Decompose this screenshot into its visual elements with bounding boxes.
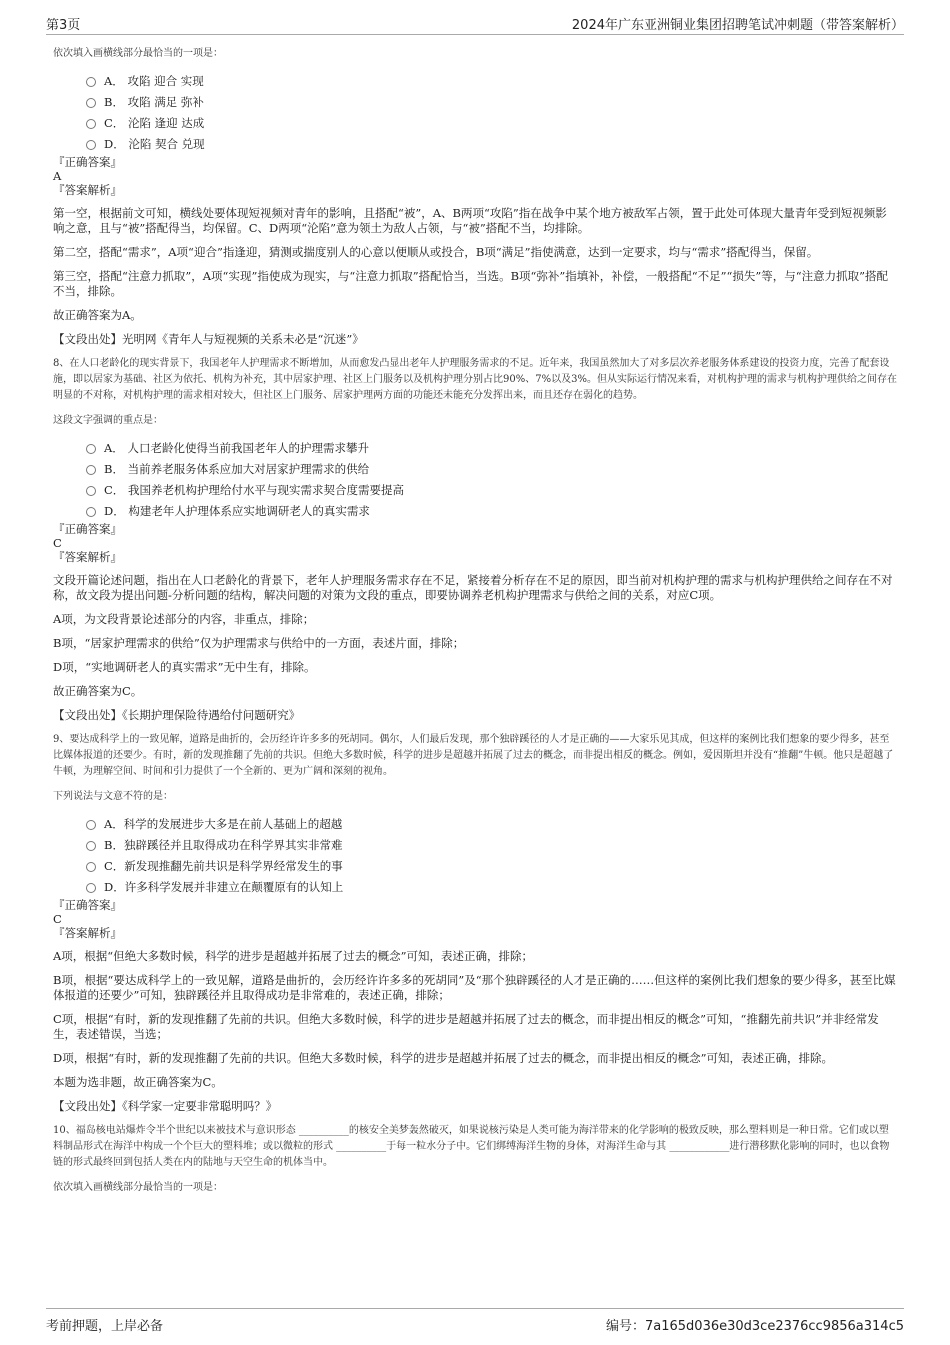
q9-analysis-3: C项，根据“有时，新的发现推翻了先前的共识。但绝大多数时候，科学的进步是超越并拓展了过去的概念，而非提出相反的概念”可知，“推翻先前共识”并非经常发生，表述错误，当选； (53, 1012, 879, 1041)
radio-icon[interactable] (86, 841, 96, 851)
analysis-label: 『答案解析』 (53, 550, 122, 564)
q7-option-b[interactable]: B． 攻陷 满足 弥补 (86, 92, 898, 113)
q8-option-c[interactable]: C． 我国养老机构护理给付水平与现实需求契合度需要提高 (86, 480, 898, 501)
radio-icon[interactable] (86, 119, 96, 129)
correct-answer-label: 『正确答案』 (53, 155, 122, 169)
q8-analysis-4: D项，“实地调研老人的真实需求”无中生有，排除。 (53, 660, 316, 674)
q9-answer: C (53, 912, 62, 926)
q8-analysis-5: 故正确答案为C。 (53, 684, 143, 698)
q9-option-a[interactable]: A．科学的发展进步大多是在前人基础上的超越 (86, 814, 898, 835)
q9-option-b[interactable]: B．独辟蹊径并且取得成功在科学界其实非常难 (86, 835, 898, 856)
q9-analysis-1: A项，根据“但绝大多数时候，科学的进步是超越并拓展了过去的概念”可知，表述正确，排除； (53, 949, 534, 963)
q7-option-a[interactable]: A． 攻陷 迎合 实现 (86, 71, 898, 92)
q8-answer: C (53, 536, 62, 550)
q9-passage: 9、要达成科学上的一致见解，道路是曲折的，会历经许许多多的死胡同。偶尔，人们最后发现，那个独辟蹊径的人才是正确的——大家乐见其成，但这样的案例比我们想象的要少得多，甚至比媒体报道的还要少。有时，新的发现推翻了先前的共识。但绝大多数时候，科学的进步是超越并拓展了过去的概念，而非提出相反的概念。例如，爱因斯坦并没有“推翻”牛顿。他只是超越了牛顿，为理解空间、时间和引力提供了一个全新的、更为广阔和深刻的视角。 (53, 734, 894, 777)
q7-options (53, 71, 898, 155)
q7-analysis-3: 第三空，搭配“注意力抓取”，A项“实现”指使成为现实，与“注意力抓取”搭配恰当，当选。B项“弥补”指填补，补偿，一般搭配“不足”“损失”等，与“注意力抓取”搭配不当，排除。 (53, 269, 889, 298)
q8-analysis-1: 文段开篇论述问题，指出在人口老龄化的背景下，老年人护理服务需求存在不足，紧接着分析存在不足的原因，即当前对机构护理的需求与机构护理供给之间存在不对称，故文段为提出问题-分析问题的结构，解决问题的对策为文段的重点，即要协调养老机构护理需求与供给之间的关系，对应C项。 (53, 573, 893, 602)
q7-analysis-1: 第一空，根据前文可知，横线处要体现短视频对青年的影响，且搭配“被”，A、B两项“攻陷”指在战争中某个地方被敌军占领，置于此处可体现大量青年受到短视频影响之意，且与“被”搭配得当，均保留。C、D两项“沦陷”意为领土为敌人占领，与“被”搭配不当，均排除。 (53, 206, 887, 235)
page-number: 第3页 (46, 18, 81, 33)
q9-analysis-5: 本题为选非题，故正确答案为C。 (53, 1075, 223, 1089)
q8-option-d[interactable]: D． 构建老年人护理体系应实地调研老人的真实需求 (86, 501, 898, 522)
radio-icon[interactable] (86, 77, 96, 87)
q8-option-b[interactable]: B． 当前养老服务体系应加大对居家护理需求的供给 (86, 459, 898, 480)
correct-answer-label: 『正确答案』 (53, 898, 122, 912)
radio-icon[interactable] (86, 444, 96, 454)
q8-analysis-2: A项，为文段背景论述部分的内容，非重点，排除； (53, 612, 315, 626)
q7-analysis-4: 故正确答案为A。 (53, 308, 142, 322)
q7-option-c[interactable]: C． 沦陷 逢迎 达成 (86, 113, 898, 134)
document-title: 2024年广东亚洲铜业集团招聘笔试冲刺题（带答案解析） (571, 18, 904, 33)
analysis-label: 『答案解析』 (53, 926, 122, 940)
radio-icon[interactable] (86, 862, 96, 872)
footer-slogan: 考前押题，上岸必备 (46, 1319, 164, 1334)
q8-analysis-3: B项，“居家护理需求的供给”仅为护理需求与供给中的一方面，表述片面，排除； (53, 636, 465, 650)
radio-icon[interactable] (86, 486, 96, 496)
q8-prompt: 这段文字强调的重点是： (53, 415, 163, 426)
q8-passage: 8、在人口老龄化的现实背景下，我国老年人护理需求不断增加，从而愈发凸显出老年人护理服务需求的不足。近年来，我国虽然加大了对多层次养老服务体系建设的投资力度，完善了配套设施，即以居家为基础、社区为依托、机构为补充，其中居家护理、社区上门服务以及机构护理分别占比90%、7%以及3%。但从实际运行情况来看，对机构护理的需求与机构护理供给之间存在明显的不对称，对机构护理的需求相对较大，但社区上门服务、居家护理两方面的功能还未能充分发挥出来，而且还存在弱化的趋势。 (53, 358, 897, 401)
q8-source: 【文段出处】《长期护理保险待遇给付问题研究》 (53, 708, 301, 722)
q9-analysis-4: D项，根据“有时，新的发现推翻了先前的共识。但绝大多数时候，科学的进步是超越并拓展了过去的概念，而非提出相反的概念”可知，表述正确，排除。 (53, 1051, 833, 1065)
radio-icon[interactable] (86, 465, 96, 475)
analysis-label: 『答案解析』 (53, 183, 122, 197)
radio-icon[interactable] (86, 507, 96, 517)
radio-icon[interactable] (86, 98, 96, 108)
page-header (46, 12, 904, 35)
q7-option-d[interactable]: D． 沦陷 契合 兑现 (86, 134, 898, 155)
radio-icon[interactable] (86, 883, 96, 893)
q7-answer: A (53, 169, 62, 183)
q9-source: 【文段出处】《科学家一定要非常聪明吗？》 (53, 1099, 278, 1113)
document-body (53, 46, 898, 1196)
q9-option-c[interactable]: C．新发现推翻先前共识是科学界经常发生的事 (86, 856, 898, 877)
q9-options (53, 814, 898, 898)
q7-source: 【文段出处】光明网《青年人与短视频的关系未必是“沉迷”》 (53, 332, 364, 346)
page-footer (46, 1308, 904, 1339)
q9-analysis-2: B项，根据“要达成科学上的一致见解，道路是曲折的，会历经许许多多的死胡同”及“那个独辟蹊径的人才是正确的……但这样的案例比我们想象的要少得多，甚至比媒体报道的还要少”可知，独辟蹊径并且取得成功是非常难的，表述正确，排除； (53, 973, 896, 1002)
q7-analysis-2: 第二空，搭配“需求”，A项“迎合”指逢迎，猜测或揣度别人的心意以便顺从或投合，B项“满足”指使满意，达到一定要求，均与“需求”搭配得当，保留。 (53, 245, 819, 259)
radio-icon[interactable] (86, 820, 96, 830)
radio-icon[interactable] (86, 140, 96, 150)
q9-prompt: 下列说法与文意不符的是： (53, 791, 173, 802)
document-id: 编号：7a165d036e30d3ce2376cc9856a314c5 (606, 1319, 904, 1334)
q10-prompt: 依次填入画横线部分最恰当的一项是： (53, 1182, 223, 1193)
q9-option-d[interactable]: D．许多科学发展并非建立在颠覆原有的认知上 (86, 877, 898, 898)
q10-passage: 10、福岛核电站爆炸令半个世纪以来被技术与意识形态 __________的核安全美梦轰然破灭，如果说核污染是人类可能为海洋带来的化学影响的极致反映，那么塑料则是一种日常。它们或以塑料制品形式在海洋中构成一个个巨大的塑料堆；或以微粒的形式 __________于每一粒水分子中。它们绑缚海洋生物的身体，对海洋生命与其 ____________进行潜移默化影响的同时，也以食物链的形式最终回到包括人类在内的陆地与天空生命的机体当中。 (53, 1125, 890, 1168)
q7-prompt: 依次填入画横线部分最恰当的一项是： (53, 48, 223, 59)
q8-option-a[interactable]: A． 人口老龄化使得当前我国老年人的护理需求攀升 (86, 438, 898, 459)
correct-answer-label: 『正确答案』 (53, 522, 122, 536)
q8-options (53, 438, 898, 522)
